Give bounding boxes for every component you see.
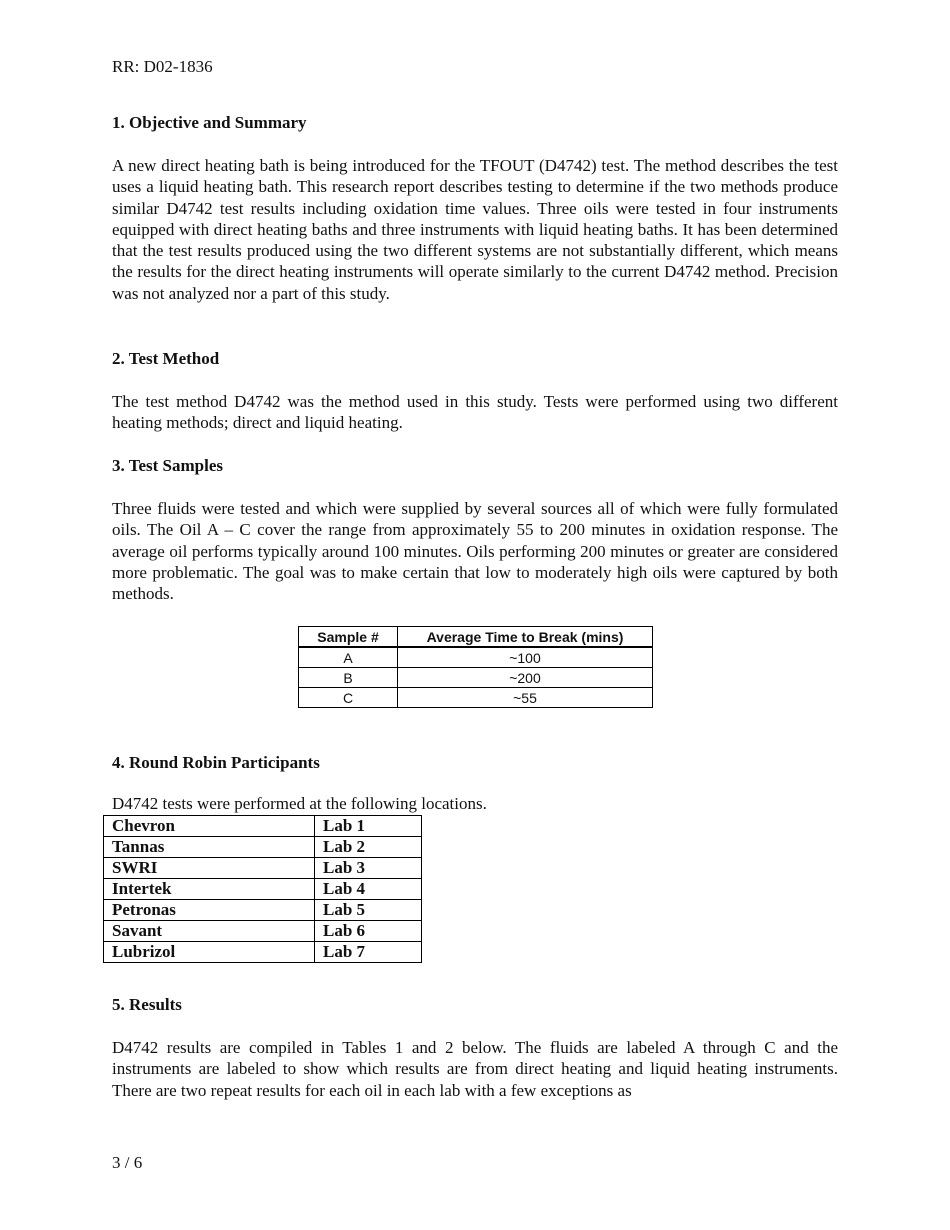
section-heading-test-method: 2. Test Method (112, 349, 220, 368)
column-header: Sample # (299, 627, 398, 648)
section-body-results: D4742 results are compiled in Tables 1 and 2 below. The fluids are labeled A through C and the instruments are labeled to show which results are from direct heating and liquid heating instruments. There are two repeat results for each oil in each lab with a few exceptions as (112, 1038, 838, 1100)
table-row (104, 816, 422, 837)
section-heading-results: 5. Results (112, 995, 182, 1014)
table-row (104, 942, 422, 963)
sample-table (298, 626, 653, 708)
labs-table (103, 815, 422, 963)
page-number: 3 / 6 (112, 1153, 143, 1172)
section-heading-test-samples: 3. Test Samples (112, 456, 223, 475)
table-row (104, 858, 422, 879)
table-row (104, 879, 422, 900)
table-cell: C (299, 688, 398, 708)
table-row (104, 837, 422, 858)
lab-number: Lab 6 (315, 921, 422, 942)
table-row (299, 668, 653, 688)
lab-organization: Intertek (104, 879, 315, 900)
lab-number: Lab 4 (315, 879, 422, 900)
lab-organization: Tannas (104, 837, 315, 858)
table-header-row (299, 627, 653, 648)
lab-number: Lab 7 (315, 942, 422, 963)
section-body-test-method: The test method D4742 was the method used in this study. Tests were performed using two different heating methods; direct and liquid heating. (112, 392, 838, 433)
lab-organization: Chevron (104, 816, 315, 837)
lab-number: Lab 3 (315, 858, 422, 879)
section-heading-participants: 4. Round Robin Participants (112, 753, 320, 772)
table-row (299, 647, 653, 668)
table-row (299, 688, 653, 708)
column-header: Average Time to Break (mins) (398, 627, 653, 648)
lab-organization: Lubrizol (104, 942, 315, 963)
table-cell: ~200 (398, 668, 653, 688)
lab-organization: SWRI (104, 858, 315, 879)
table-cell: ~55 (398, 688, 653, 708)
section-heading-objective: 1. Objective and Summary (112, 113, 307, 132)
lab-number: Lab 2 (315, 837, 422, 858)
lab-number: Lab 1 (315, 816, 422, 837)
participants-intro: D4742 tests were performed at the following locations. (112, 794, 487, 813)
lab-organization: Petronas (104, 900, 315, 921)
report-id: RR: D02-1836 (112, 57, 213, 76)
table-row (104, 921, 422, 942)
table-cell: ~100 (398, 647, 653, 668)
section-body-test-samples: Three fluids were tested and which were supplied by several sources all of which were fully formulated oils. The Oil A – C cover the range from approximately 55 to 200 minutes in oxidation response. The average oil performs typically around 100 minutes. Oils performing 200 minutes or greater are considered more problematic. The goal was to make certain that low to moderately high oils were captured by both methods. (112, 499, 838, 604)
section-body-objective: A new direct heating bath is being introduced for the TFOUT (D4742) test. The method describes the test uses a liquid heating bath. This research report describes testing to determine if the two methods produce similar D4742 test results including oxidation time values. Three oils were tested in four instruments equipped with direct heating baths and three instruments with liquid heating baths. It has been determined that the test results produced using the two different systems are not substantially different, which means the results for the direct heating instruments will operate similarly to the current D4742 method. Precision was not analyzed nor a part of this study. (112, 156, 838, 303)
table-cell: A (299, 647, 398, 668)
lab-organization: Savant (104, 921, 315, 942)
table-row (104, 900, 422, 921)
table-cell: B (299, 668, 398, 688)
lab-number: Lab 5 (315, 900, 422, 921)
